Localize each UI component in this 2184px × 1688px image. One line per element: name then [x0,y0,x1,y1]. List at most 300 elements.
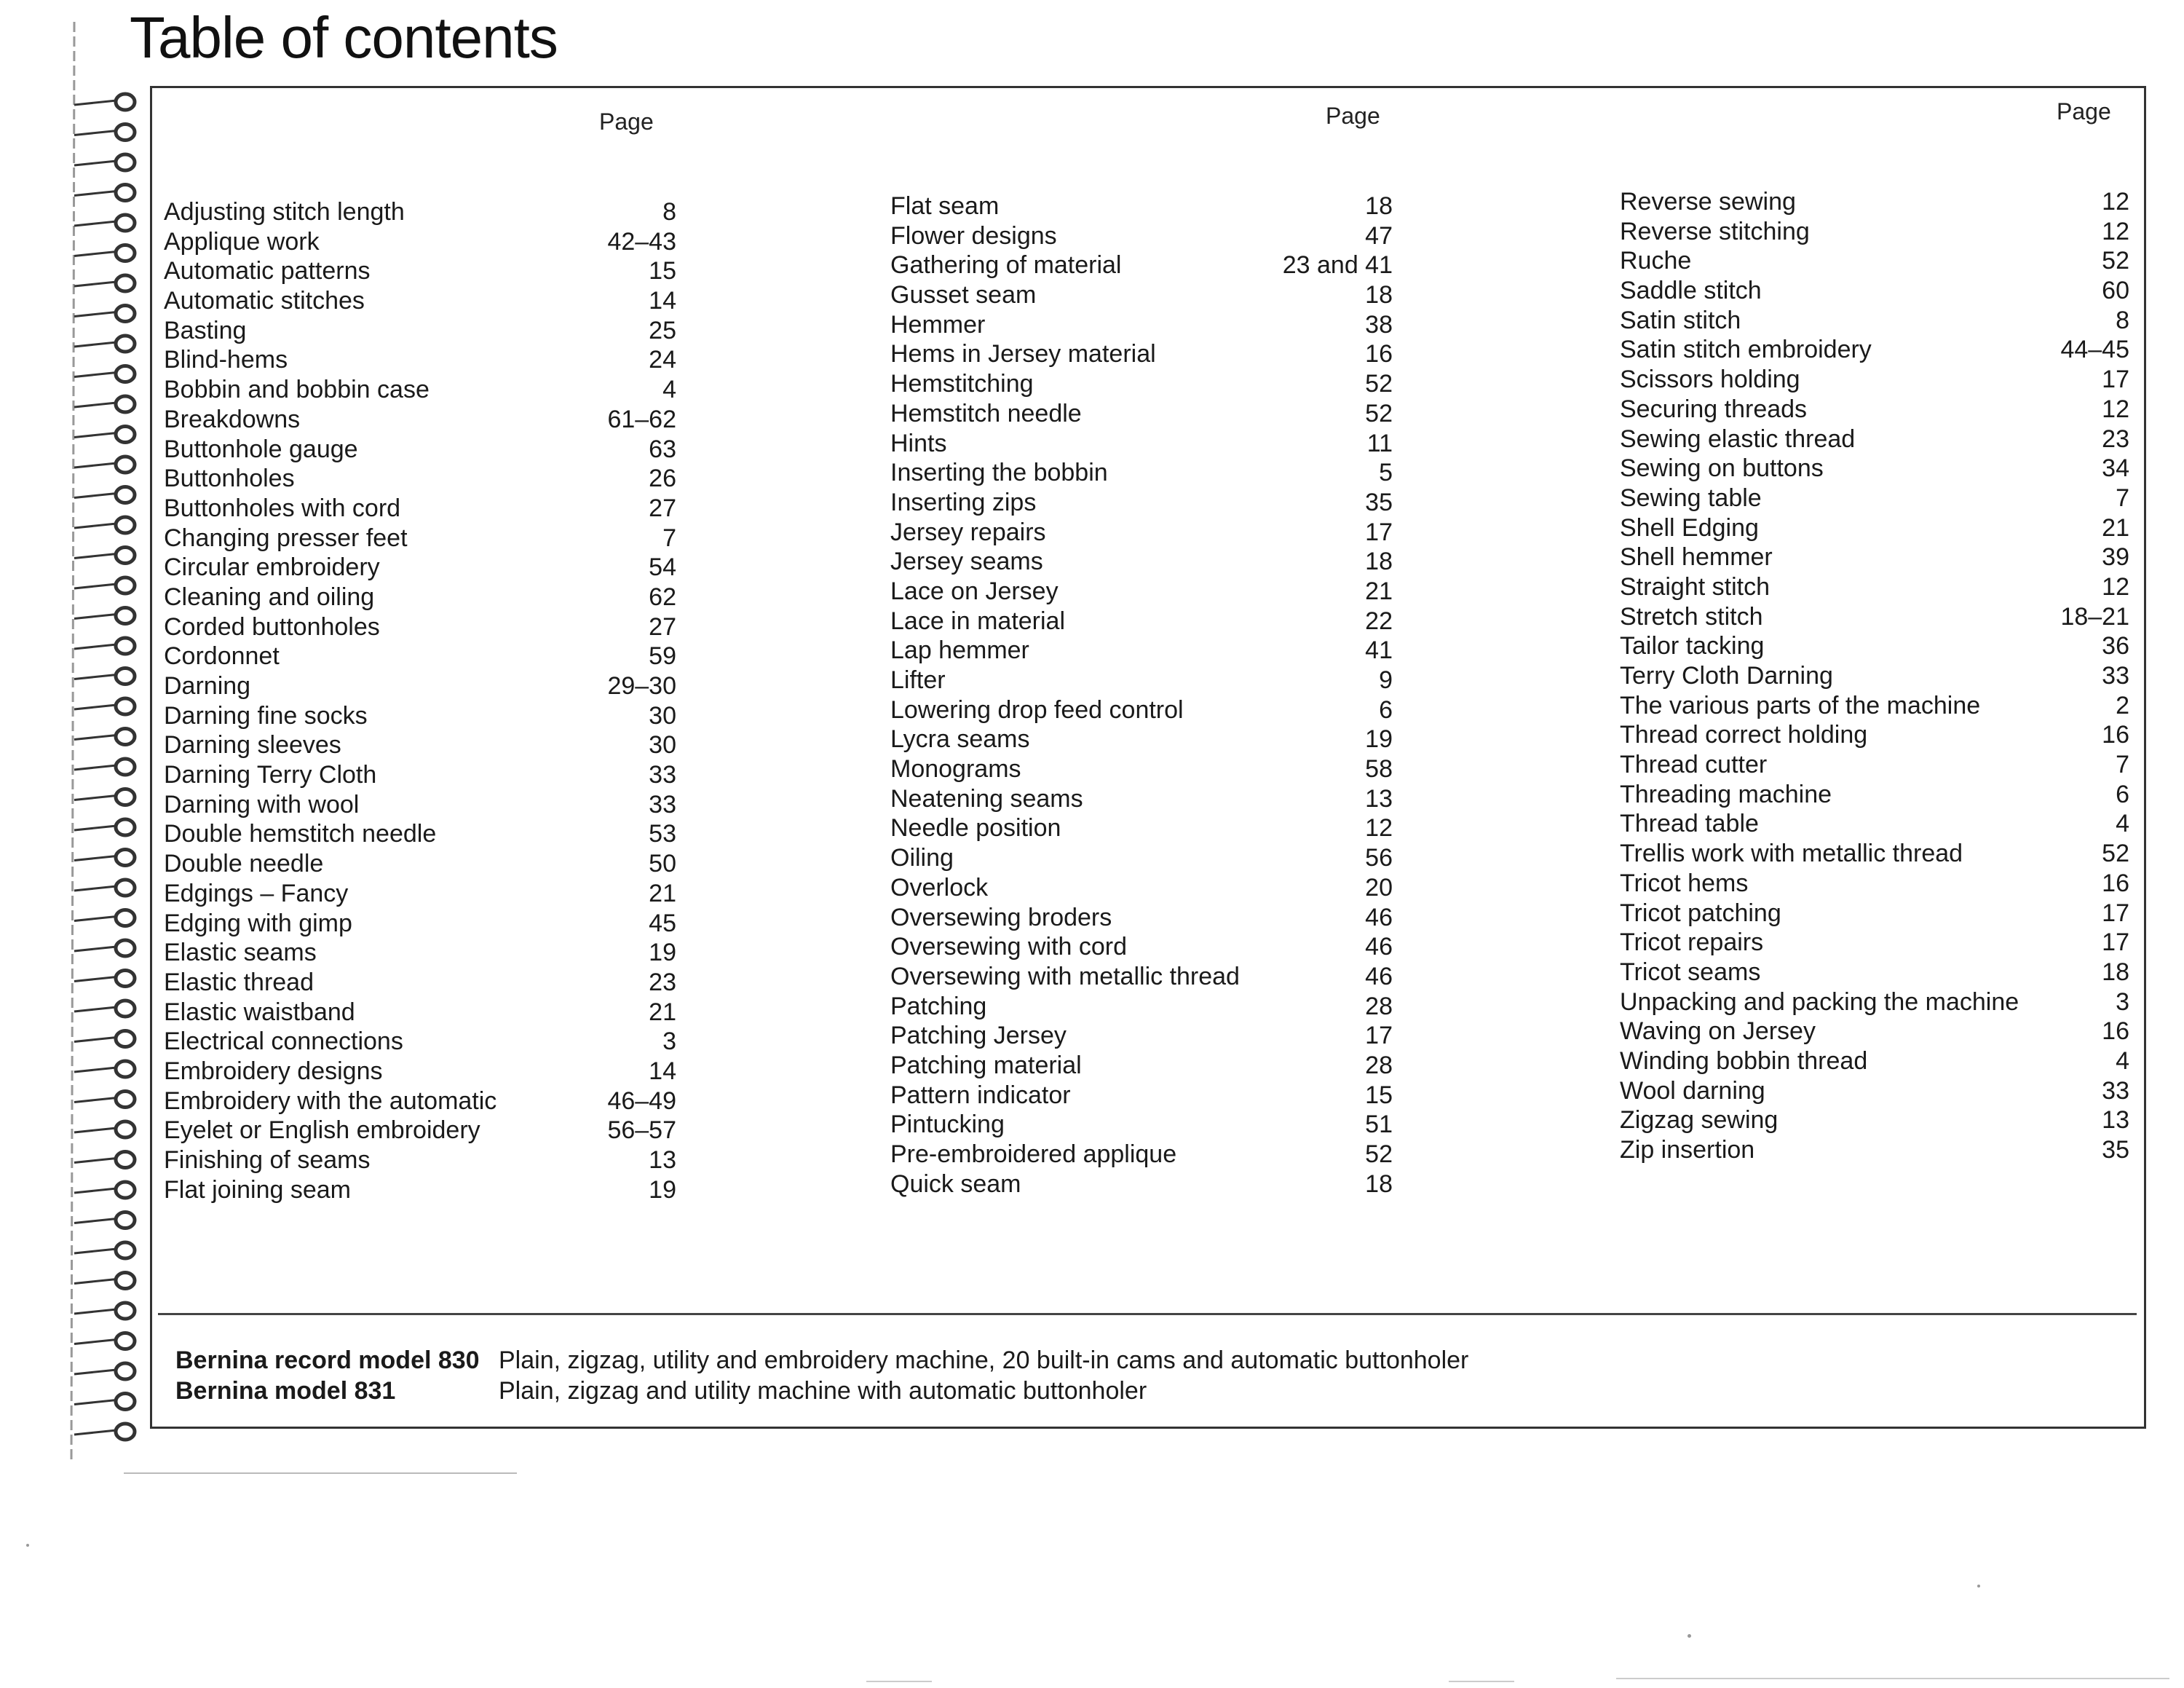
index-entry [164,909,676,939]
entry-page-number: 12 [2102,188,2129,216]
entry-label: Elastic seams [164,939,317,967]
entry-page-number: 7 [2116,484,2129,512]
entry-label: Shell hemmer [1620,543,1773,572]
index-entry [890,932,1393,962]
index-entry [1620,1017,2129,1046]
entry-label: Monograms [890,755,1021,784]
entry-label: Saddle stitch [1620,277,1762,305]
entry-page-number: 17 [1365,1022,1393,1050]
entry-label: Blind-hems [164,346,288,374]
binding-ring [116,336,135,352]
index-entry [890,636,1393,666]
entry-label: Oversewing with cord [890,933,1128,961]
index-entry [1620,335,2129,365]
index-entry [1620,425,2129,454]
index-entry [1620,484,2129,513]
binding-ring [116,1031,135,1047]
binding-ring [116,759,135,775]
index-entry [164,197,676,227]
binding-ring [116,1424,135,1440]
entry-label: Flat joining seam [164,1175,352,1204]
entry-page-number: 56 [1365,844,1393,872]
index-entry [1620,839,2129,869]
entry-page-number: 23 [2102,425,2129,453]
index-entry [890,547,1393,577]
binding-rings [74,94,135,1440]
index-entry [1620,454,2129,484]
entry-label: Overlock [890,873,989,902]
entry-label: Lace in material [890,607,1066,635]
spiral-binding [58,15,160,1464]
index-entry [1620,543,2129,572]
binding-ring [116,1212,135,1228]
scan-artifact [866,1681,932,1682]
entry-label: Eyelet or English embroidery [164,1116,480,1145]
index-entry [1620,513,2129,543]
binding-wire [74,735,116,740]
index-entry [1620,306,2129,336]
entry-label: Flat seam [890,192,1000,220]
binding-ring [116,1152,135,1168]
index-entry [164,464,676,494]
entry-label: Sewing on buttons [1620,454,1824,483]
entry-label: Thread cutter [1620,751,1768,779]
binding-ring [116,457,135,473]
entry-page-number: 7 [662,524,676,552]
entry-label: Automatic stitches [164,287,365,315]
entry-label: Electrical connections [164,1028,403,1056]
entry-label: Thread table [1620,810,1759,838]
entry-page-number: 3 [662,1028,676,1056]
index-entry [890,369,1393,399]
binding-wire [74,1430,116,1435]
entry-label: Basting [164,316,247,344]
entry-page-number: 19 [1365,725,1393,754]
index-entry [890,192,1393,221]
footer-divider [158,1313,2137,1315]
index-entry [890,813,1393,843]
index-entry [164,405,676,435]
entry-page-number: 8 [2116,306,2129,334]
entry-label: Inserting the bobbin [890,459,1108,487]
entry-label: Needle position [890,814,1061,843]
entry-label: Gusset seam [890,281,1037,309]
entry-label: Embroidery designs [164,1057,383,1085]
entry-page-number: 3 [2116,987,2129,1016]
binding-ring [116,1394,135,1410]
entry-page-number: 33 [2102,662,2129,690]
index-entry [164,790,676,820]
entry-label: Tricot patching [1620,899,1781,927]
index-entry [1620,187,2129,217]
entry-label: Hemstitching [890,370,1034,398]
page-column-header: Page [2057,98,2111,125]
entry-page-number: 27 [649,494,676,522]
index-entry [164,642,676,671]
entry-page-number: 18 [1365,1170,1393,1198]
index-entry [890,607,1393,636]
entry-page-number: 17 [1365,518,1393,546]
index-entry [164,612,676,642]
entry-label: Finishing of seams [164,1146,371,1174]
index-entry [164,494,676,524]
entry-page-number: 12 [2102,217,2129,245]
entry-page-number: 16 [1365,340,1393,368]
entry-page-number: 30 [649,731,676,760]
entry-label: Gathering of material [890,251,1122,280]
binding-wire [74,584,116,588]
index-entry [1620,899,2129,928]
entry-page-number: 19 [649,939,676,967]
entry-page-number: 21 [649,998,676,1026]
entry-label: Reverse stitching [1620,217,1810,245]
index-entry [890,458,1393,488]
entry-label: Stretch stitch [1620,602,1763,631]
entry-page-number: 54 [649,553,676,582]
entry-page-number: 12 [1365,814,1393,843]
entry-label: Patching [890,992,987,1020]
entry-list [1620,187,2129,1165]
entry-page-number: 42–43 [607,227,676,256]
binding-ring [116,940,135,956]
binding-wire [74,1219,116,1223]
binding-ring [116,1001,135,1017]
index-entry [164,1116,676,1145]
binding-ring [116,487,135,503]
entry-label: Tricot repairs [1620,928,1764,957]
binding-ring [116,1242,135,1258]
binding-ring [116,638,135,654]
entry-label: Wool darning [1620,1076,1765,1105]
binding-ring [116,819,135,835]
binding-wire [74,1098,116,1103]
binding-ring [116,971,135,987]
binding-wire [74,1340,116,1344]
entry-label: Applique work [164,227,320,256]
entry-page-number: 6 [2116,780,2129,808]
binding-wire [74,947,116,951]
index-entry [1620,276,2129,306]
index-entry [1620,246,2129,276]
entry-label: Lycra seams [890,725,1030,754]
entry-page-number: 17 [2102,366,2129,394]
entry-label: Darning [164,672,251,700]
entry-page-number: 52 [1365,370,1393,398]
index-entry [164,1027,676,1057]
index-entry [164,849,676,879]
index-entry [890,784,1393,814]
binding-wire [74,1370,116,1374]
entry-label: Ruche [1620,247,1692,275]
entry-page-number: 17 [2102,928,2129,957]
entry-label: Inserting zips [890,488,1037,516]
entry-label: Double hemstitch needle [164,820,437,848]
index-entry [164,1145,676,1175]
entry-page-number: 14 [649,287,676,315]
index-entry [890,399,1393,429]
binding-ring [116,729,135,745]
binding-wire [74,1188,116,1193]
index-entry [164,553,676,583]
index-entry [164,760,676,790]
index-entry [890,873,1393,903]
entry-page-number: 13 [2102,1106,2129,1135]
entry-page-number: 24 [649,346,676,374]
binding-wire [74,796,116,800]
binding-wire [74,1007,116,1011]
entry-label: Straight stitch [1620,572,1770,601]
index-entry [164,671,676,701]
binding-ring [116,306,135,322]
binding-wire [74,917,116,921]
entry-label: Zigzag sewing [1620,1106,1779,1135]
binding-ring [116,154,135,170]
entry-label: Oversewing broders [890,903,1112,931]
binding-ring [116,910,135,926]
entry-label: Tricot seams [1620,958,1761,986]
entry-page-number: 8 [662,198,676,226]
index-entry [164,316,676,346]
scan-artifact [124,1472,517,1474]
index-entry [890,666,1393,695]
entry-page-number: 50 [649,850,676,878]
entry-page-number: 15 [649,257,676,285]
entry-label: Buttonhole gauge [164,435,358,463]
entry-label: Lace on Jersey [890,577,1059,605]
binding-wire [74,403,116,407]
binding-wire [74,342,116,347]
entry-page-number: 6 [1379,695,1393,724]
entry-page-number: 2 [2116,691,2129,719]
binding-ring [116,608,135,624]
entry-page-number: 63 [649,435,676,463]
entry-page-number: 41 [1365,636,1393,665]
entry-page-number: 51 [1365,1111,1393,1139]
entry-label: Winding bobbin thread [1620,1046,1868,1075]
entry-page-number: 23 [649,968,676,996]
index-entry [890,754,1393,784]
binding-wire [74,886,116,891]
binding-ring [116,1092,135,1108]
entry-page-number: 36 [2102,632,2129,660]
entry-label: Darning with wool [164,790,360,819]
index-entry [1620,958,2129,987]
index-entry [164,998,676,1028]
entry-label: Jersey seams [890,548,1043,576]
binding-wire [74,1400,116,1405]
entry-label: Corded buttonholes [164,612,380,641]
entry-page-number: 35 [2102,1136,2129,1164]
binding-wire [74,977,116,982]
scan-artifact [1688,1634,1691,1638]
index-entry [890,429,1393,459]
index-entry [890,1081,1393,1111]
index-entry [164,286,676,316]
entry-page-number: 35 [1365,488,1393,516]
entry-label: Edging with gimp [164,909,352,937]
binding-wire [74,1159,116,1163]
binding-wire [74,856,116,861]
model-name: Bernina model 831 [175,1377,396,1405]
entry-page-number: 28 [1365,992,1393,1020]
index-entry [1620,1046,2129,1076]
entry-page-number: 18 [1365,548,1393,576]
binding-ring [116,1273,135,1289]
index-entry [890,577,1393,607]
index-entry [890,221,1393,251]
entry-label: Adjusting stitch length [164,198,405,226]
entry-page-number: 53 [649,820,676,848]
entry-page-number: 33 [2102,1076,2129,1105]
entry-label: Oiling [890,844,954,872]
binding-wire [74,312,116,317]
index-entry [890,843,1393,873]
entry-label: Securing threads [1620,395,1808,423]
index-entry [1620,809,2129,839]
entry-label: Tricot hems [1620,869,1749,897]
entry-page-number: 45 [649,909,676,937]
scan-artifact [26,1544,29,1547]
model-name: Bernina record model 830 [175,1346,480,1374]
entry-label: Reverse sewing [1620,188,1796,216]
entry-label: Edgings – Fancy [164,879,349,907]
entry-label: Zip insertion [1620,1136,1755,1164]
index-entry [890,1170,1393,1199]
contents-frame [150,86,2146,1429]
index-entry [1620,780,2129,810]
index-entry [1620,750,2129,780]
entry-page-number: 52 [2102,840,2129,868]
entry-label: Elastic waistband [164,998,355,1026]
binding-ring [116,185,135,201]
index-entry [164,375,676,405]
entry-label: Scissors holding [1620,366,1800,394]
entry-label: Unpacking and packing the machine [1620,987,2019,1016]
entry-page-number: 52 [1365,1140,1393,1168]
index-entry [1620,1105,2129,1135]
binding-wire [74,252,116,256]
index-entry [164,1086,676,1116]
entry-page-number: 15 [1365,1081,1393,1109]
entry-label: Sewing elastic thread [1620,425,1856,453]
entry-label: Changing presser feet [164,524,408,552]
binding-ring [116,789,135,805]
index-entry [890,488,1393,518]
entry-page-number: 18 [1365,281,1393,309]
entry-label: Satin stitch embroidery [1620,336,1872,364]
index-entry [1620,365,2129,395]
entry-page-number: 52 [1365,399,1393,427]
binding-wire [74,554,116,559]
entry-page-number: 33 [649,761,676,789]
entry-label: Cleaning and oiling [164,583,375,611]
index-entry [1620,602,2129,632]
entry-page-number: 12 [2102,572,2129,601]
entry-label: Lowering drop feed control [890,695,1184,724]
binding-ring [116,366,135,382]
entry-page-number: 18–21 [2060,602,2129,631]
index-entry [164,256,676,286]
entry-label: Oversewing with metallic thread [890,962,1240,990]
binding-ring [116,1333,135,1349]
binding-wire [74,644,116,649]
index-entry [1620,987,2129,1017]
entry-page-number: 4 [662,376,676,404]
binding-ring [116,396,135,412]
index-entry [890,903,1393,933]
entry-page-number: 44–45 [2060,336,2129,364]
index-entry [1620,631,2129,661]
binding-ring [116,125,135,141]
entry-page-number: 16 [2102,721,2129,749]
index-entry [890,1051,1393,1081]
entry-page-number: 46 [1365,962,1393,990]
entry-page-number: 34 [2102,454,2129,483]
entry-page-number: 46 [1365,903,1393,931]
binding-wire [74,100,116,105]
binding-wire [74,1038,116,1042]
entry-page-number: 23 and 41 [1282,251,1393,280]
entry-page-number: 9 [1379,666,1393,694]
entry-label: Hemmer [890,310,986,339]
binding-wire [74,1309,116,1314]
entry-page-number: 25 [649,316,676,344]
entry-label: Tailor tacking [1620,632,1765,660]
entry-page-number: 33 [649,790,676,819]
index-entry [164,227,676,257]
model-description: Plain, zigzag, utility and embroidery machine, 20 built-in cams and automatic buttonholer [499,1346,1469,1374]
entry-label: Bobbin and bobbin case [164,376,430,404]
entry-page-number: 60 [2102,277,2129,305]
index-entry [890,962,1393,992]
index-entry [1620,928,2129,958]
entry-page-number: 21 [1365,577,1393,605]
entry-label: Breakdowns [164,405,301,433]
binding-wire [74,282,116,286]
index-entry [164,435,676,465]
index-entry [1620,1076,2129,1106]
entry-label: Thread correct holding [1620,721,1868,749]
entry-page-number: 38 [1365,310,1393,339]
binding-ring [116,698,135,714]
entry-label: Terry Cloth Darning [1620,662,1833,690]
binding-ring [116,94,135,110]
entry-page-number: 12 [2102,395,2129,423]
entry-page-number: 22 [1365,607,1393,635]
binding-ring [116,548,135,564]
binding-ring [116,1121,135,1137]
entry-label: Cordonnet [164,642,280,671]
index-entry [890,251,1393,280]
binding-wire [74,675,116,679]
entry-label: Buttonholes with cord [164,494,401,522]
binding-wire [74,524,116,528]
index-entry [890,695,1393,725]
index-entry [890,725,1393,754]
index-entry [1620,1135,2129,1165]
binding-ring [116,1363,135,1379]
index-entry [1620,661,2129,691]
entry-list [164,197,676,1204]
entry-page-number: 18 [1365,192,1393,220]
entry-label: Elastic thread [164,968,314,996]
index-entry [164,938,676,968]
entry-page-number: 26 [649,465,676,493]
entry-label: Hemstitch needle [890,399,1082,427]
entry-page-number: 14 [649,1057,676,1085]
index-entry [890,518,1393,548]
entry-label: The various parts of the machine [1620,691,1981,719]
